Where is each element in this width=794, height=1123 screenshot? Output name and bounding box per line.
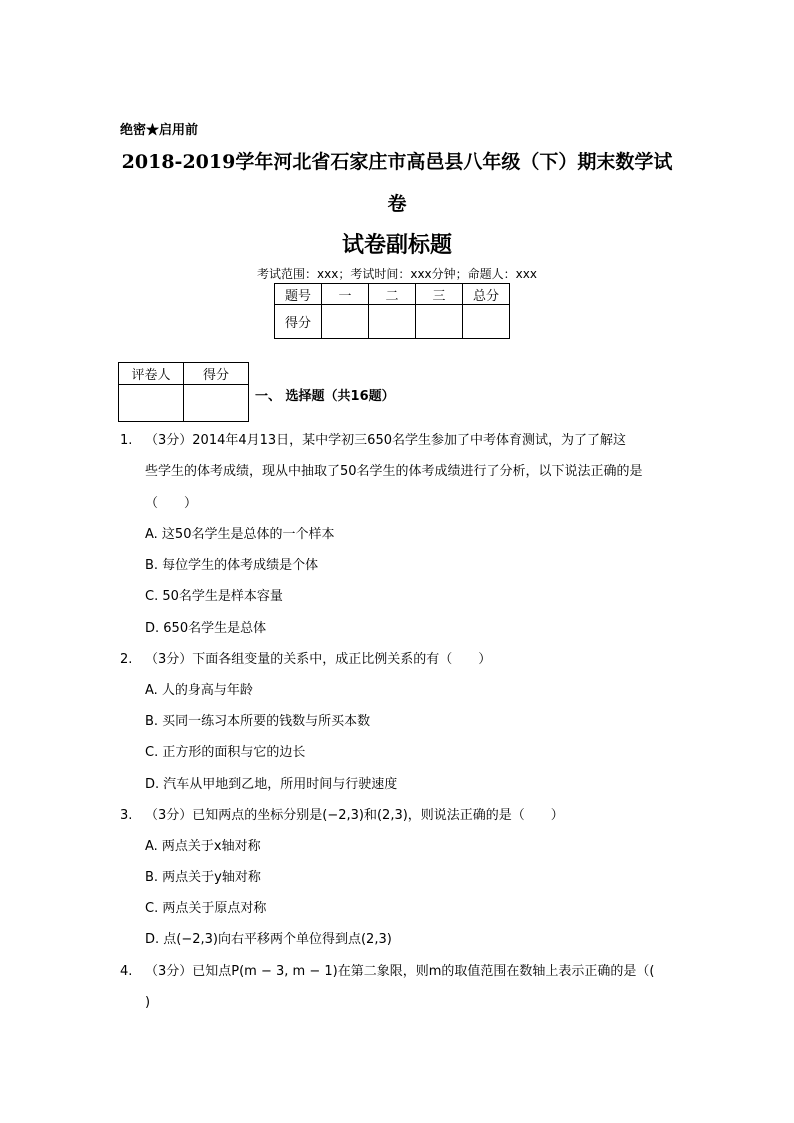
question-stem-line: （3分）下面各组变量的关系中，成正比例关系的有（ ） [145, 652, 492, 667]
option-b[interactable]: B. 买同一练习本所要的钱数与所买本数 [145, 714, 371, 729]
question-stem-line: （3分）已知点P(m − 3, m − 1)在第二象限，则m的取值范围在数轴上表示正确的是（( [145, 964, 655, 979]
question-number: 4. [120, 964, 133, 979]
score-table-header-cell: 三 [416, 284, 463, 305]
score-table-header-cell: 题号 [275, 284, 322, 305]
question-stem-line: ) [145, 995, 151, 1010]
option-c[interactable]: C. 50名学生是样本容量 [145, 589, 283, 604]
grader-table-header-cell: 得分 [184, 363, 249, 385]
grader-table-header-cell: 评卷人 [119, 363, 184, 385]
option-b[interactable]: B. 两点关于y轴对称 [145, 870, 261, 885]
grader-table-header-row [119, 363, 249, 385]
option-a[interactable]: A. 这50名学生是总体的一个样本 [145, 527, 335, 542]
question-stem-line: （3分）2014年4月13日，某中学初三650名学生参加了中考体育测试，为了了解这 [145, 433, 626, 448]
option-b[interactable]: B. 每位学生的体考成绩是个体 [145, 558, 319, 573]
confidential-mark: 绝密★启用前 [120, 123, 199, 138]
grader-score-cell[interactable] [184, 385, 249, 422]
score-table-header-row [275, 284, 510, 305]
score-cell[interactable] [416, 305, 463, 339]
score-table-header-cell: 二 [369, 284, 416, 305]
score-cell[interactable] [369, 305, 416, 339]
grader-table-body-row [119, 385, 249, 422]
question-stem-line: （ ） [145, 496, 198, 511]
option-d[interactable]: D. 汽车从甲地到乙地，所用时间与行驶速度 [145, 777, 398, 792]
question-number: 2. [120, 652, 133, 667]
question-stem-line: （3分）已知两点的坐标分别是(−2,3)和(2,3)，则说法正确的是（ ） [145, 808, 564, 823]
score-table-header-cell: 一 [322, 284, 369, 305]
score-table-score-row [275, 305, 510, 339]
score-table-header-cell: 总分 [463, 284, 510, 305]
score-table-row-label: 得分 [275, 305, 322, 339]
exam-subtitle: 试卷副标题 [341, 232, 452, 258]
option-a[interactable]: A. 人的身高与年龄 [145, 683, 253, 698]
option-d[interactable]: D. 650名学生是总体 [145, 621, 267, 636]
score-cell[interactable] [322, 305, 369, 339]
exam-title-line1: 2018-2019学年河北省石家庄市高邑县八年级（下）期末数学试 [121, 151, 673, 173]
option-c[interactable]: C. 正方形的面积与它的边长 [145, 745, 306, 760]
option-d[interactable]: D. 点(−2,3)向右平移两个单位得到点(2,3) [145, 932, 392, 947]
question-stem-line: 些学生的体考成绩，现从中抽取了50名学生的体考成绩进行了分析，以下说法正确的是 [145, 464, 643, 479]
grader-cell[interactable] [119, 385, 184, 422]
score-cell[interactable] [463, 305, 510, 339]
question-number: 1. [120, 433, 133, 448]
exam-title-line2: 卷 [387, 193, 407, 215]
section-heading: 一、 选择题（共16题） [255, 389, 395, 404]
score-table [274, 283, 510, 339]
option-a[interactable]: A. 两点关于x轴对称 [145, 839, 261, 854]
grader-table [118, 362, 249, 422]
exam-info: 考试范围：xxx；考试时间：xxx分钟；命题人：xxx [257, 267, 537, 281]
option-c[interactable]: C. 两点关于原点对称 [145, 901, 267, 916]
question-number: 3. [120, 808, 133, 823]
